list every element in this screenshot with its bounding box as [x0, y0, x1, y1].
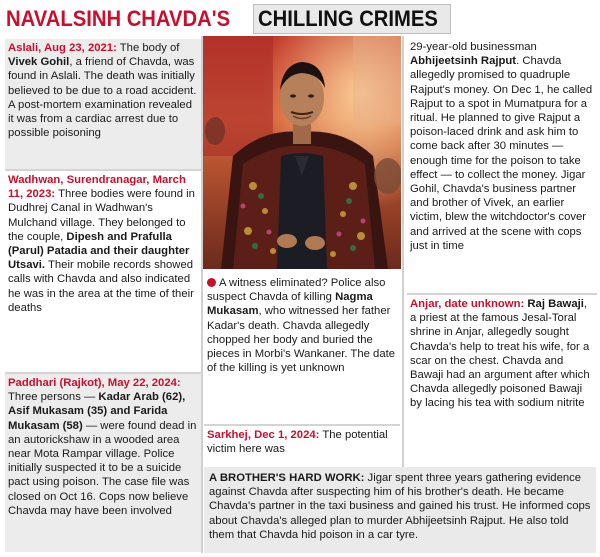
entry-text: 29-year-old businessman — [410, 41, 537, 53]
headline-crimes: CHILLING CRIMES — [258, 6, 438, 31]
entry-text: Three persons — — [8, 391, 96, 404]
entry-text: , a friend of Chavda, was found in Aslali. The death was initially believed to be due to a road accident. A post-mortem examination revealed it was from a cardiac arrest due to possible poisoning — [8, 56, 197, 140]
brothers-hard-work-box — [204, 467, 596, 553]
entry-place-date: Sarkhej, Dec 1, 2024: — [207, 429, 320, 441]
entry-place-date: Wadhwan, Surendranagar, March 11, 2023: — [8, 174, 186, 201]
column-divider-right — [402, 36, 404, 467]
entry-text: Their mobile records showed calls with Chavda and also indicated he was in the area at the time of their deaths — [8, 259, 194, 314]
entry-victim: Dipesh and Prafulla (Parul) Patadia and their daughter Utsavi. — [8, 230, 190, 272]
entry-victim: Vivek Gohil — [8, 56, 70, 69]
box-text: Jigar spent three years gathering evidence against Chavda after suspecting him of his brother's death. He became Chavda's partner in the taxi business and gained his trust. He informed cops about Chavda's alleged plan to murder Abhijeetsinh Rajput. He also told them that Chavda hid poison in a car tyre. — [209, 472, 591, 541]
entry-witness — [204, 274, 400, 424]
entry-anjar — [407, 295, 597, 414]
entry-victim: Kadar Arab (62), Asif Mukasam (35) and Farida Mukasam (58) — [8, 391, 186, 432]
entry-sarkhej-continued — [407, 38, 597, 293]
photo-accused — [203, 36, 401, 269]
entry-text: — were found dead in an autorickshaw in a wooded area near Mota Rampar village. Police initially suspected it to be a suicide pact using poison. The case file was closed on Oct 16. Cops now believe Chavda may have been involved — [8, 419, 197, 517]
entry-victim: Abhijeetsinh Rajput — [410, 55, 517, 68]
entry-sarkhej — [204, 426, 400, 459]
headline-name: NAVALSINH CHAVDA'S — [6, 6, 231, 31]
entry-text: Three bodies were found in Dudhrej Canal in Wadhwan's Mulchand village. They belonged to the couple, — [8, 188, 195, 243]
entry-text: , who witnessed her father Kadar's death. Chavda allegedly chopped her body and buried the pieces in Morbi's Wankaner. The date of the killing is yet unknown — [207, 305, 396, 375]
photo-illustration — [203, 36, 401, 269]
entry-wadhwan — [5, 171, 201, 372]
entry-text: A witness eliminated? Police also suspect Chavda of killing — [207, 277, 386, 304]
headline — [6, 4, 438, 34]
entry-text: , a priest at the famous Jesal-Toral shrine in Anjar, allegedly sought Chavda's help to treat his wife, for a scar on the chest. Chavda and Bawaji had an argument after which Chavda allegedly poisoned Bawaji by lacing his tea with sodium nitrite — [410, 298, 590, 410]
headline-box — [253, 4, 451, 34]
entry-paddhari — [5, 374, 201, 552]
entry-text: The potential victim here was — [207, 429, 388, 456]
entry-victim: Raj Bawaji — [527, 298, 584, 310]
entry-text: The body of — [119, 42, 180, 54]
entry-place-date: Paddhari (Rajkot), May 22, 2024: — [8, 377, 181, 389]
column-3 — [407, 38, 597, 414]
bullet-icon — [207, 278, 216, 287]
entry-place-date: Aslali, Aug 23, 2021: — [8, 42, 117, 54]
entry-victim: Nagma Mukasam — [207, 291, 373, 318]
entry-place-date: Anjar, date unknown: — [410, 298, 525, 310]
entry-text: . Chavda allegedly promised to quadruple Rajput's money. On Dec 1, he called Rajput to a spot in Mumatpura for a ritual. He planned to give Rajput a poison-laced drink and ask him to come back after 30 minutes — enough time for the poison to take effect — to collect the money. Jigar Gohil, Chavda's business partner and brother of Vivek, an earlier victim, blew the witchdoctor's cover and arrived at the scene with cops just in time — [410, 55, 593, 252]
entry-aslali — [5, 39, 201, 169]
column-1 — [5, 39, 201, 552]
column-2 — [204, 274, 400, 459]
box-heading: A BROTHER'S HARD WORK: — [209, 472, 365, 484]
